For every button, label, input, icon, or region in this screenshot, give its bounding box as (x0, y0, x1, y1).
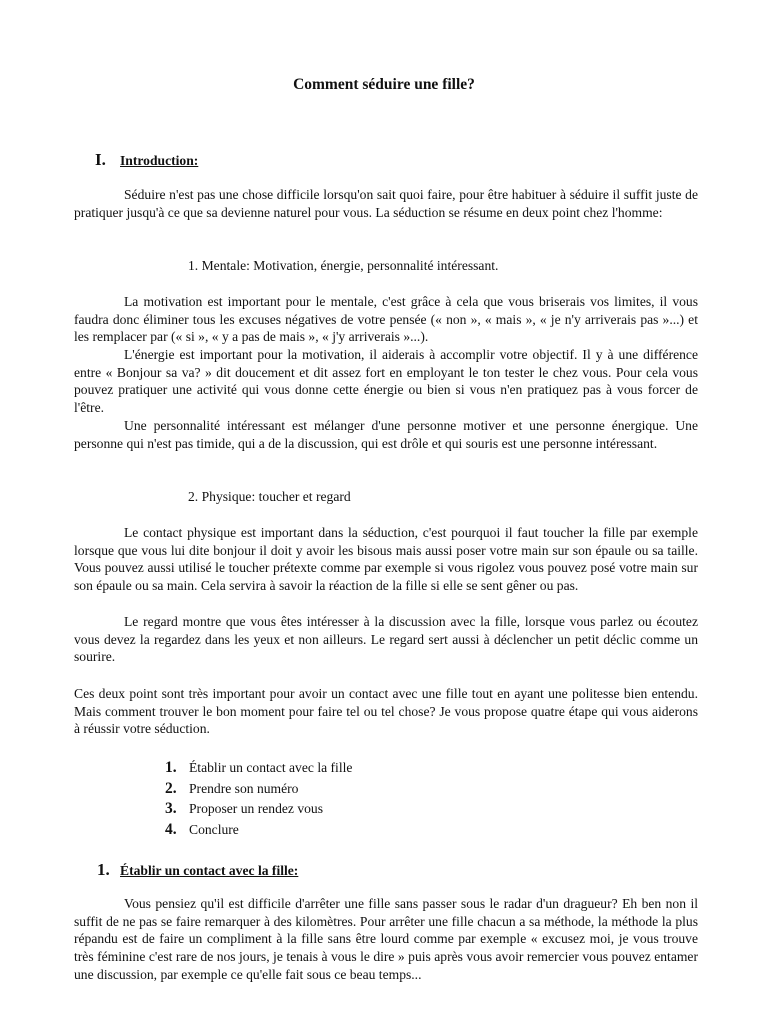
personnalite-paragraph: Une personnalité intéressant est mélanger d'une personne motiver et une personne énergique. Une personne qui n'est pas timide, qui a de la discussion, qui est drôle et qui souris est une personne intéressant. (74, 418, 698, 451)
list-item-number: 3. (165, 800, 177, 817)
section-numeral: I. (95, 150, 106, 169)
list-item (165, 780, 352, 801)
list-item-number: 2. (165, 779, 177, 797)
document-title: Comment séduire une fille? (293, 76, 475, 93)
list-item-text: Conclure (189, 821, 239, 837)
list-item-text: Prendre son numéro (189, 780, 299, 796)
point-physique: 2. Physique: toucher et regard (188, 489, 351, 504)
point-mentale: 1. Mentale: Motivation, énergie, personnalité intéressant. (188, 258, 499, 273)
list-item-text: Établir un contact avec la fille (189, 760, 353, 775)
intro-paragraph: Séduire n'est pas une chose difficile lorsqu'on sait quoi faire, pour être habituer à séduire il suffit juste de pratiquer jusqu'à ce que sa devienne naturel pour vous. La séduction se résume en deux point chez l'homme: (74, 187, 698, 220)
motivation-paragraph: La motivation est important pour le mentale, c'est grâce à cela que vous briserais vos limites, il vous faudra donc éliminer tous les excuses négatives de votre pensée (« non », « mais », « je n'y arriverais pas »...) et les remplacer par (« si », « y a pas de mais », « j'y arriverais »...). (74, 294, 698, 345)
list-item-text: Proposer un rendez vous (189, 801, 324, 816)
section-heading-introduction (95, 150, 198, 170)
section-numeral: 1. (97, 860, 110, 879)
list-item-number: 4. (165, 820, 177, 838)
energie-paragraph: L'énergie est important pour la motivation, il aiderais à accomplir votre objectif. Il y à une différence entre « Bonjour sa va? » dit doucement et dit assez fort en employant le ton tester le chez vous. Pour cela vous pouvez pratiquer une activité qui vous donne cette énergie ou bien si vous n'en pratiquez pas à vous forcer de l'être. (74, 347, 698, 416)
list-item (165, 759, 352, 780)
list-item (165, 821, 352, 842)
final-paragraph: Vous pensiez qu'il est difficile d'arrêter une fille sans passer sous le radar d'un dragueur? Eh ben non il suffit de ne pas se faire remarquer à des kilomètres. Pour arrêter une fille chacun a sa méthode, la méthode la plus répandu est de faire un compliment à la fille sans être lourd comme par exemple « excusez moi, je vous trouve très féminine c'est rare de nos jours, je tenais à vous le dire » puis après vous avoir remercier vous pouvez entamer une discussion, par exemple ce qu'elle fait sous ce beau temps... (74, 896, 698, 982)
regard-paragraph: Le regard montre que vous êtes intéresser à la discussion avec la fille, lorsque vous parlez ou écoutez vous devez la regardez dans les yeux et non ailleurs. Le regard sert aussi à déclencher un petit déclic comme un sourire. (74, 614, 698, 665)
contact-paragraph: Le contact physique est important dans la séduction, c'est pourquoi il faut toucher la fille par exemple lorsque que vous lui dite bonjour il doit y avoir les bisous mais aussi poser votre main sur son épaule ou sa taille. Vous pouvez aussi utilisé le toucher prétexte comme par exemple si vous rigolez vous pouvez posé votre main sur son épaule ou sa main. Cela servira à savoir la réaction de la fille si elle se sent gêner ou pas. (74, 525, 698, 594)
summary-paragraph: Ces deux point sont très important pour avoir un contact avec une fille tout en ayant une politesse bien entendu. Mais comment trouver le bon moment pour faire tel ou tel chose? Je vous propose quatre étape qui vous aiderons à réussir votre séduction. (74, 686, 698, 737)
section-heading-etablir-contact (97, 860, 298, 880)
section-title: Introduction: (120, 153, 199, 168)
steps-list (165, 759, 352, 841)
list-item-number: 1. (165, 759, 177, 776)
section-title: Établir un contact avec la fille: (120, 863, 299, 878)
list-item (165, 800, 352, 821)
